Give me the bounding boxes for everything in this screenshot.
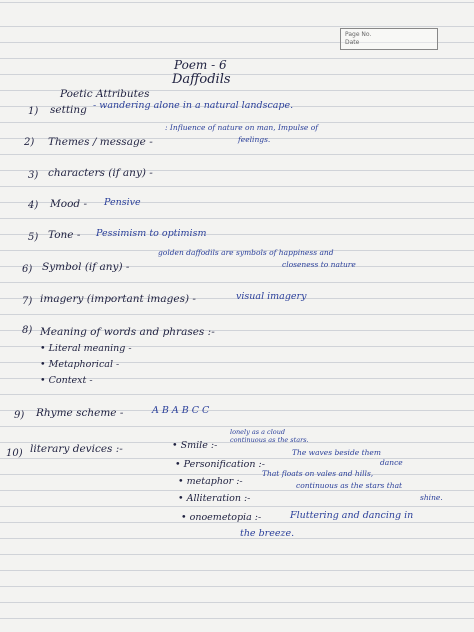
item-value: - wandering alone in a natural landscape.	[93, 100, 294, 111]
list-item: • Metaphorical -	[40, 359, 120, 370]
device-item: • Smile :-	[172, 440, 218, 451]
item-number: 9)	[14, 410, 25, 421]
item-number: 7)	[22, 296, 33, 307]
item-label: literary devices :-	[30, 443, 123, 455]
device-item: • onoemetopia :-	[181, 512, 262, 523]
item-value-line2: feelings.	[238, 135, 271, 144]
device-note: That floats on vales and hills,	[262, 469, 374, 478]
item-label: Symbol (if any) -	[42, 261, 130, 273]
item-number: 5)	[28, 232, 39, 243]
item-label: characters (if any) -	[48, 167, 153, 179]
device-name: Smile	[180, 440, 208, 451]
device-name: onoemetopia	[189, 512, 252, 523]
device-note: Fluttering and dancing in	[290, 510, 414, 521]
item-value: A B A B C C	[152, 405, 210, 416]
item-value-line2: closeness to nature	[282, 260, 356, 269]
section-heading: Poetic Attributes	[60, 88, 150, 100]
page-date-box	[340, 28, 438, 50]
item-label: Mood -	[50, 198, 88, 210]
item-value-line1: : Influence of nature on man, Impulse of	[165, 123, 319, 132]
item-number: 8)	[22, 325, 33, 336]
device-item: • Alliteration :-	[178, 493, 251, 504]
item-value: visual imagery	[236, 291, 307, 302]
item-number: 3)	[28, 170, 39, 181]
item-number: 6)	[22, 264, 33, 275]
poem-title: Daffodils	[172, 72, 231, 87]
device-note: continuous as the stars.	[230, 436, 309, 444]
item-label: Rhyme scheme -	[36, 407, 124, 419]
item-number: 10)	[6, 448, 23, 459]
item-value-line1: golden daffodils are symbols of happiness and	[158, 248, 334, 257]
bullet-text: Metaphorical -	[48, 359, 120, 370]
device-item: • metaphor :-	[178, 476, 243, 487]
item-label: imagery (important images) -	[40, 293, 196, 305]
bullet-text: Context -	[48, 375, 93, 386]
poem-number: Poem - 6	[174, 58, 227, 72]
item-label: setting	[50, 104, 87, 116]
device-name: metaphor	[186, 476, 234, 487]
device-note: continuous as the stars that	[296, 481, 403, 490]
item-label: Themes / message -	[48, 136, 153, 148]
list-item: • Context -	[40, 375, 93, 386]
device-item: • Personification :-	[175, 459, 265, 470]
item-number: 4)	[28, 200, 39, 211]
device-note: shine.	[420, 493, 443, 502]
device-note: the breeze.	[240, 528, 295, 539]
device-name: Personification	[183, 459, 256, 470]
device-note: dance	[380, 458, 403, 467]
list-item: • Literal meaning -	[40, 343, 132, 354]
item-value: Pensive	[104, 197, 141, 208]
device-note: The waves beside them	[292, 448, 381, 457]
item-value: Pessimism to optimism	[96, 228, 207, 239]
bullet-text: Literal meaning -	[48, 343, 132, 354]
device-note: lonely as a cloud	[230, 428, 286, 436]
item-label: Tone -	[48, 229, 81, 241]
device-name: Alliteration	[186, 493, 241, 504]
item-label: Meaning of words and phrases :-	[40, 326, 215, 338]
item-number: 1)	[28, 106, 39, 117]
date-label: Date	[345, 39, 360, 46]
item-number: 2)	[24, 137, 35, 148]
page-number-label: Page No.	[345, 31, 372, 38]
